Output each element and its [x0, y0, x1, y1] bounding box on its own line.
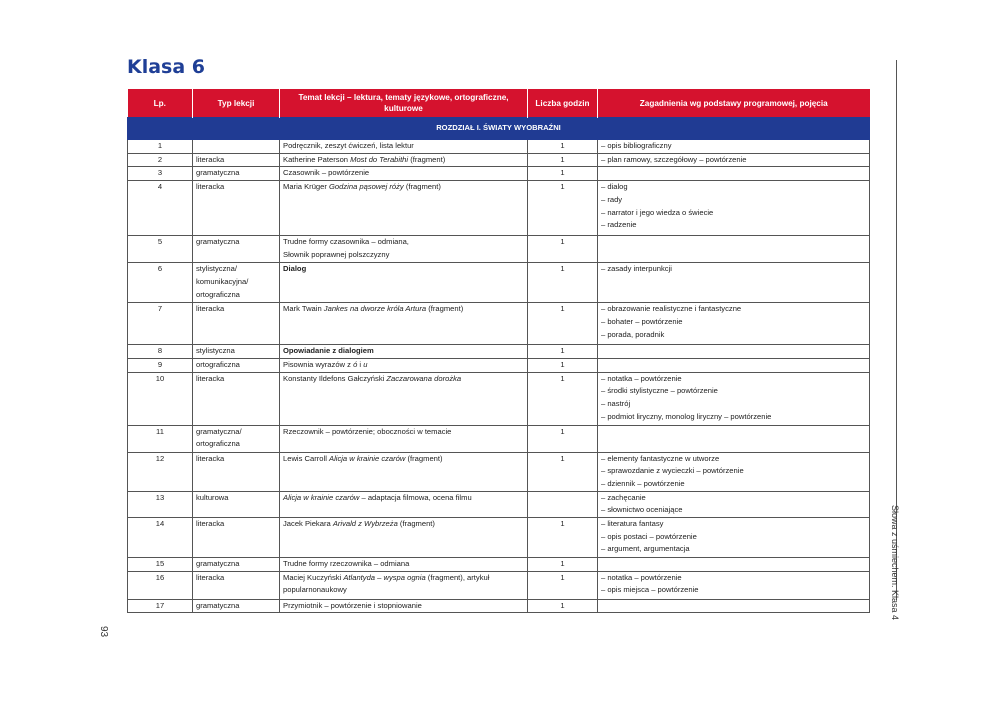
- topic-text: (fragment): [408, 154, 446, 164]
- lesson-type: [193, 452, 280, 491]
- issue-item: – dziennik – powtórzenie: [601, 478, 685, 488]
- lesson-topic: [280, 345, 528, 359]
- table-row: [128, 167, 870, 181]
- header-issues: Zagadnienia wg podstawy programowej, pojęcia: [598, 89, 870, 118]
- lesson-hours: 1: [528, 303, 598, 345]
- topic-text: Godzina pąsowej róży: [329, 182, 404, 192]
- lesson-topic-line: [283, 167, 524, 180]
- lesson-topic: [280, 558, 528, 572]
- lesson-number: 6: [128, 263, 193, 303]
- lesson-hours: 1: [528, 518, 598, 558]
- lesson-issues: [598, 181, 870, 236]
- lesson-type: [193, 425, 280, 452]
- lesson-type: [193, 491, 280, 517]
- topic-text: Trudne formy czasownika – odmiana,: [283, 237, 409, 247]
- issue-item: – opis postaci – powtórzenie: [601, 531, 697, 541]
- topic-text: popularnonaukowy: [283, 585, 347, 595]
- topic-text: Konstanty Ildefons Gałczyński: [283, 373, 387, 383]
- topic-text: Dialog: [283, 264, 307, 274]
- lesson-type: [193, 372, 280, 425]
- topic-text: Katherine Paterson: [283, 154, 351, 164]
- lesson-type: [193, 558, 280, 572]
- lesson-topic: [280, 263, 528, 303]
- lesson-number: 17: [128, 599, 193, 613]
- lesson-hours: [528, 491, 598, 517]
- topic-text: Przymiotnik – powtórzenie i stopniowanie: [283, 600, 422, 610]
- issue-item: – narrator i jego wiedza o świecie: [601, 207, 714, 217]
- table-row: [128, 303, 870, 345]
- topic-text: Most do Terabithi: [350, 154, 409, 164]
- lesson-issues: [598, 153, 870, 167]
- lesson-hours: 1: [528, 452, 598, 491]
- lesson-type-line: ortograficzna: [196, 289, 240, 299]
- header-lesson-topic: Temat lekcji – lektura, tematy językowe, ortograficzne, kulturowe: [280, 89, 528, 118]
- lesson-hours: 1: [528, 558, 598, 572]
- table-row: [128, 558, 870, 572]
- topic-text: i: [357, 359, 364, 369]
- lesson-type: [193, 518, 280, 558]
- running-footer: Słowa z uśmiechem. Klasa 4: [890, 505, 900, 621]
- table-row: [128, 140, 870, 154]
- issue-item: – notatka – powtórzenie: [601, 373, 682, 383]
- issue-item: – porada, poradnik: [601, 329, 665, 339]
- topic-text: Alicja w krainie czarów: [329, 453, 406, 463]
- lesson-type: [193, 303, 280, 345]
- topic-text: Lewis Carroll: [283, 453, 329, 463]
- topic-text: Jacek Piekara: [283, 519, 333, 529]
- lesson-type-line: ortograficzna: [196, 439, 240, 449]
- lesson-type-line: gramatyczna/: [196, 426, 242, 436]
- issue-item: – opis bibliograficzny: [601, 141, 672, 150]
- lesson-issues: [598, 140, 870, 154]
- lesson-hours: 1: [528, 181, 598, 236]
- page-number: 93: [98, 625, 110, 638]
- lesson-number: 16: [128, 571, 193, 599]
- lesson-hours: 1: [528, 140, 598, 154]
- lesson-type: [193, 599, 280, 613]
- lesson-type-line: komunikacyjna/: [196, 276, 249, 286]
- topic-text: – adaptacja filmowa, ocena filmu: [359, 492, 472, 502]
- issue-item: – nastrój: [601, 398, 631, 408]
- topic-text: Mark Twain: [283, 304, 324, 314]
- lesson-issues: [598, 452, 870, 491]
- table-row: [128, 491, 870, 517]
- issue-item: – dialog: [601, 182, 628, 192]
- topic-text: (fragment): [403, 182, 441, 192]
- lesson-type-line: literacka: [196, 519, 225, 529]
- lesson-topic-line: [283, 236, 524, 249]
- topic-text: Zaczarowana dorożka: [386, 373, 462, 383]
- lesson-topic-line: [283, 572, 524, 585]
- table-row: [128, 452, 870, 491]
- lesson-number: 2: [128, 153, 193, 167]
- lesson-type: [193, 236, 280, 263]
- lesson-topic-line: [283, 359, 524, 372]
- issue-item: – literatura fantasy: [601, 519, 664, 529]
- lesson-number: 14: [128, 518, 193, 558]
- page-title: Klasa 6: [127, 56, 206, 78]
- lesson-topic-line: [283, 492, 524, 505]
- table-row: [128, 372, 870, 425]
- chapter-title: ROZDZIAŁ I. ŚWIATY WYOBRAŹNI: [128, 118, 870, 140]
- lesson-topic-line: [283, 345, 524, 358]
- topic-text: (fragment): [397, 519, 435, 529]
- lesson-type: [193, 153, 280, 167]
- issue-item: – opis miejsca – powtórzenie: [601, 585, 699, 595]
- lesson-type-line: literacka: [196, 373, 225, 383]
- lesson-type-line: gramatyczna: [196, 559, 240, 569]
- lesson-type-line: gramatyczna: [196, 237, 240, 247]
- lesson-type-line: stylistyczna/: [196, 264, 237, 274]
- lesson-topic: [280, 181, 528, 236]
- lesson-topic-line: [283, 154, 524, 167]
- lesson-topic: [280, 452, 528, 491]
- lesson-type: [193, 140, 280, 154]
- lesson-number: 1: [128, 140, 193, 154]
- lesson-hours: 1: [528, 358, 598, 372]
- issue-item: – podmiot liryczny, monolog liryczny – powtórzenie: [601, 411, 772, 421]
- lesson-type: [193, 345, 280, 359]
- topic-text: (fragment): [426, 304, 464, 314]
- lesson-number: 10: [128, 372, 193, 425]
- lesson-number: 12: [128, 452, 193, 491]
- lesson-type-line: literacka: [196, 182, 225, 192]
- lesson-topic: [280, 140, 528, 154]
- lesson-topic: [280, 153, 528, 167]
- lesson-type-line: gramatyczna: [196, 168, 240, 178]
- lesson-number: 9: [128, 358, 193, 372]
- table-row: [128, 518, 870, 558]
- table-row: [128, 153, 870, 167]
- issue-item: – radzenie: [601, 220, 637, 230]
- lesson-issues: [598, 425, 870, 452]
- table-row: [128, 358, 870, 372]
- lesson-number: 13: [128, 491, 193, 517]
- topic-text: Maria Krüger: [283, 182, 330, 192]
- lesson-topic-line: [283, 303, 524, 316]
- lesson-topic: [280, 425, 528, 452]
- topic-text: Słownik poprawnej polszczyzny: [283, 249, 390, 259]
- lesson-topic: [280, 358, 528, 372]
- lesson-topic-line: [283, 373, 524, 386]
- topic-text: Rzeczownik – powtórzenie; oboczności w temacie: [283, 426, 452, 436]
- topic-text: u: [363, 359, 368, 369]
- lesson-type-line: ortograficzna: [196, 359, 240, 369]
- lesson-issues: [598, 167, 870, 181]
- lesson-issues: [598, 518, 870, 558]
- header-lesson-type: Typ lekcji: [193, 89, 280, 118]
- lesson-type-line: stylistyczna: [196, 346, 235, 356]
- issue-item: – bohater – powtórzenie: [601, 316, 683, 326]
- topic-text: Pisownia wyrazów z: [283, 359, 354, 369]
- lesson-type: [193, 358, 280, 372]
- lesson-topic-line: [283, 426, 524, 439]
- lesson-issues: [598, 558, 870, 572]
- lesson-issues: [598, 345, 870, 359]
- lesson-number: 4: [128, 181, 193, 236]
- lesson-type: [193, 263, 280, 303]
- topic-text: Alicja w krainie czarów: [283, 492, 360, 502]
- lesson-issues: [598, 358, 870, 372]
- lesson-issues: [598, 571, 870, 599]
- lesson-hours: 1: [528, 571, 598, 599]
- lesson-type-line: literacka: [196, 453, 225, 463]
- table-row: [128, 181, 870, 236]
- topic-text: Maciej Kuczyński: [283, 572, 344, 582]
- table-row: [128, 571, 870, 599]
- lesson-hours: 1: [528, 263, 598, 303]
- lesson-hours: 1: [528, 153, 598, 167]
- lesson-type-line: literacka: [196, 572, 225, 582]
- issue-item: – elementy fantastyczne w utworze: [601, 453, 720, 463]
- issue-item: – plan ramowy, szczegółowy – powtórzenie: [601, 154, 747, 164]
- lesson-issues: [598, 263, 870, 303]
- table-row: [128, 345, 870, 359]
- lesson-number: 11: [128, 425, 193, 452]
- lesson-type: [193, 571, 280, 599]
- lesson-hours: 1: [528, 345, 598, 359]
- issue-item: – słownictwo oceniające: [601, 505, 683, 515]
- lesson-topic-line: [283, 263, 524, 276]
- issue-item: – argument, argumentacja: [601, 544, 690, 554]
- topic-text: Arivald z Wybrzeża: [332, 519, 398, 529]
- lesson-type-line: literacka: [196, 154, 225, 164]
- table-row: [128, 599, 870, 613]
- lesson-issues: [598, 372, 870, 425]
- topic-text: Jankes na dworze króla Artura: [323, 304, 427, 314]
- lesson-hours: 1: [528, 236, 598, 263]
- topic-text: Opowiadanie z dialogiem: [283, 346, 374, 356]
- lesson-type-line: gramatyczna: [196, 600, 240, 610]
- lesson-plan-table: [127, 89, 870, 613]
- lesson-topic: [280, 303, 528, 345]
- issue-item: – zachęcanie: [601, 492, 646, 502]
- lesson-number: 3: [128, 167, 193, 181]
- table-body: [128, 118, 870, 613]
- lesson-hours: 1: [528, 599, 598, 613]
- lesson-hours: 1: [528, 167, 598, 181]
- lesson-topic-line: [283, 584, 524, 597]
- table-header-row: [128, 89, 870, 118]
- lesson-type: [193, 167, 280, 181]
- lesson-topic: [280, 571, 528, 599]
- lesson-number: 15: [128, 558, 193, 572]
- lesson-topic: [280, 491, 528, 517]
- lesson-topic-line: [283, 453, 524, 466]
- lesson-type: [193, 181, 280, 236]
- lesson-topic: [280, 599, 528, 613]
- lesson-topic-line: [283, 140, 524, 153]
- topic-text: ó: [353, 359, 358, 369]
- table-row: [128, 425, 870, 452]
- lesson-topic-line: [283, 181, 524, 194]
- table-row: [128, 263, 870, 303]
- lesson-topic-line: [283, 249, 524, 262]
- issue-item: – notatka – powtórzenie: [601, 572, 682, 582]
- lesson-number: 8: [128, 345, 193, 359]
- lesson-topic-line: [283, 600, 524, 613]
- topic-text: Czasownik – powtórzenie: [283, 168, 370, 178]
- lesson-topic: [280, 167, 528, 181]
- lesson-hours: 1: [528, 372, 598, 425]
- topic-text: (fragment), artykuł: [425, 572, 490, 582]
- lesson-topic-line: [283, 518, 524, 531]
- lesson-topic: [280, 236, 528, 263]
- lesson-hours: 1: [528, 425, 598, 452]
- topic-text: Atlantyda – wyspa ognia: [343, 572, 426, 582]
- issue-item: – sprawozdanie z wycieczki – powtórzenie: [601, 466, 744, 476]
- topic-text: Trudne formy rzeczownika – odmiana: [283, 559, 410, 569]
- header-lp: Lp.: [128, 89, 193, 118]
- lesson-topic: [280, 518, 528, 558]
- lesson-topic-line: [283, 558, 524, 571]
- lesson-issues: [598, 491, 870, 517]
- lesson-issues: [598, 303, 870, 345]
- lesson-number: 7: [128, 303, 193, 345]
- lesson-type-line: literacka: [196, 304, 225, 314]
- lesson-issues: [598, 599, 870, 613]
- lesson-issues: [598, 236, 870, 263]
- topic-text: Podręcznik, zeszyt ćwiczeń, lista lektur: [283, 141, 414, 150]
- issue-item: – zasady interpunkcji: [601, 264, 672, 274]
- lesson-number: 5: [128, 236, 193, 263]
- lesson-topic: [280, 372, 528, 425]
- issue-item: – środki stylistyczne – powtórzenie: [601, 386, 718, 396]
- topic-text: (fragment): [405, 453, 443, 463]
- issue-item: – rady: [601, 194, 623, 204]
- table-row: [128, 236, 870, 263]
- issue-item: – obrazowanie realistyczne i fantastyczne: [601, 304, 742, 314]
- chapter-row: [128, 118, 870, 140]
- header-hours: Liczba godzin: [528, 89, 598, 118]
- lesson-type-line: kulturowa: [196, 492, 229, 502]
